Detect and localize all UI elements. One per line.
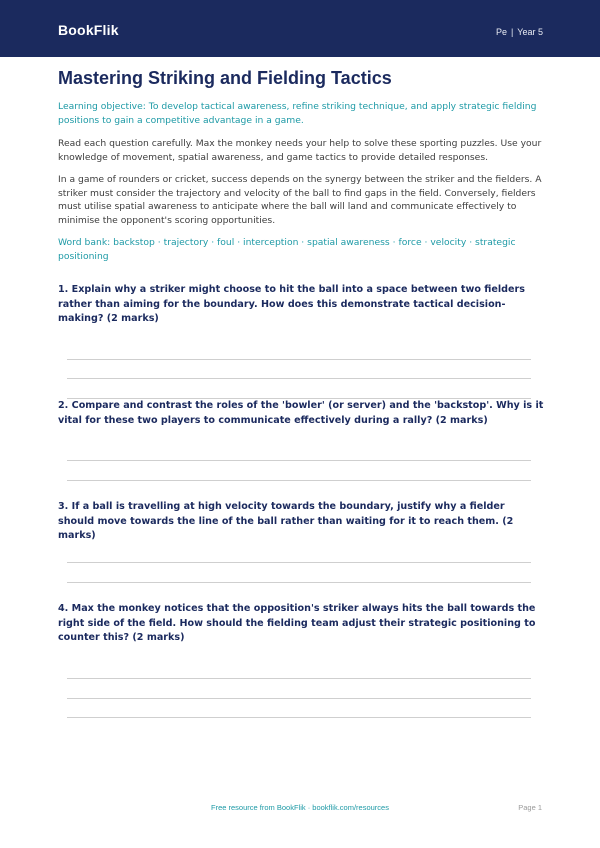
year-label: Year 5 xyxy=(517,27,543,37)
question-3: 3. If a ball is travelling at high velocity towards the boundary, justify why a fielder should move towards the line of the ball rather than waiting for it to reach them. (2 marks) xyxy=(58,500,544,544)
answer-line[interactable] xyxy=(67,378,531,379)
meta-separator: | xyxy=(510,27,514,37)
page-header xyxy=(0,0,600,57)
answer-line[interactable] xyxy=(67,562,531,563)
word-bank: Word bank: backstop · trajectory · foul · interception · spatial awareness · force · velocity · strategic positioning xyxy=(58,237,516,262)
answer-line[interactable] xyxy=(67,359,531,360)
intro-paragraph: Read each question carefully. Max the monkey needs your help to solve these sporting puzzles. Use your knowledge of movement, spatial awareness, and game tactics to provide detailed responses. xyxy=(58,138,542,163)
footer-link[interactable]: Free resource from BookFlik · bookflik.com/resources xyxy=(211,803,389,812)
answer-line[interactable] xyxy=(67,460,531,461)
brand-logo[interactable]: BookFlik xyxy=(58,22,119,38)
context-paragraph: In a game of rounders or cricket, success depends on the synergy between the striker and the fielders. A striker must consider the trajectory and velocity of the ball to find gaps in the field. Conversely, fielders must utilise spatial awareness to anticipate where the ball will land and communicate effectively to minimise the opponent's scoring opportunities. xyxy=(58,174,542,226)
subject-year-label xyxy=(496,27,543,37)
learning-objective: Learning objective: To develop tactical awareness, refine striking technique, and apply strategic fielding positions to gain a competitive advantage in a game. xyxy=(58,101,537,126)
answer-line[interactable] xyxy=(67,698,531,699)
question-4: 4. Max the monkey notices that the opposition's striker always hits the ball towards the right side of the field. How should the fielding team adjust their strategic positioning to counter this? (2 marks) xyxy=(58,602,544,646)
question-2: 2. Compare and contrast the roles of the 'bowler' (or server) and the 'backstop'. Why is it vital for these two players to communicate effectively during a rally? (2 marks) xyxy=(58,399,544,428)
question-1: 1. Explain why a striker might choose to hit the ball into a space between two fielders rather than aiming for the boundary. How does this demonstrate tactical decision-making? (2 marks) xyxy=(58,284,525,324)
page-number: Page 1 xyxy=(518,803,542,812)
answer-line[interactable] xyxy=(67,678,531,679)
page-title: Mastering Striking and Fielding Tactics xyxy=(58,68,392,88)
subject-label: Pe xyxy=(495,27,507,37)
answer-line[interactable] xyxy=(67,480,531,481)
answer-line[interactable] xyxy=(67,582,531,583)
worksheet-body xyxy=(58,64,544,263)
answer-line[interactable] xyxy=(67,717,531,718)
